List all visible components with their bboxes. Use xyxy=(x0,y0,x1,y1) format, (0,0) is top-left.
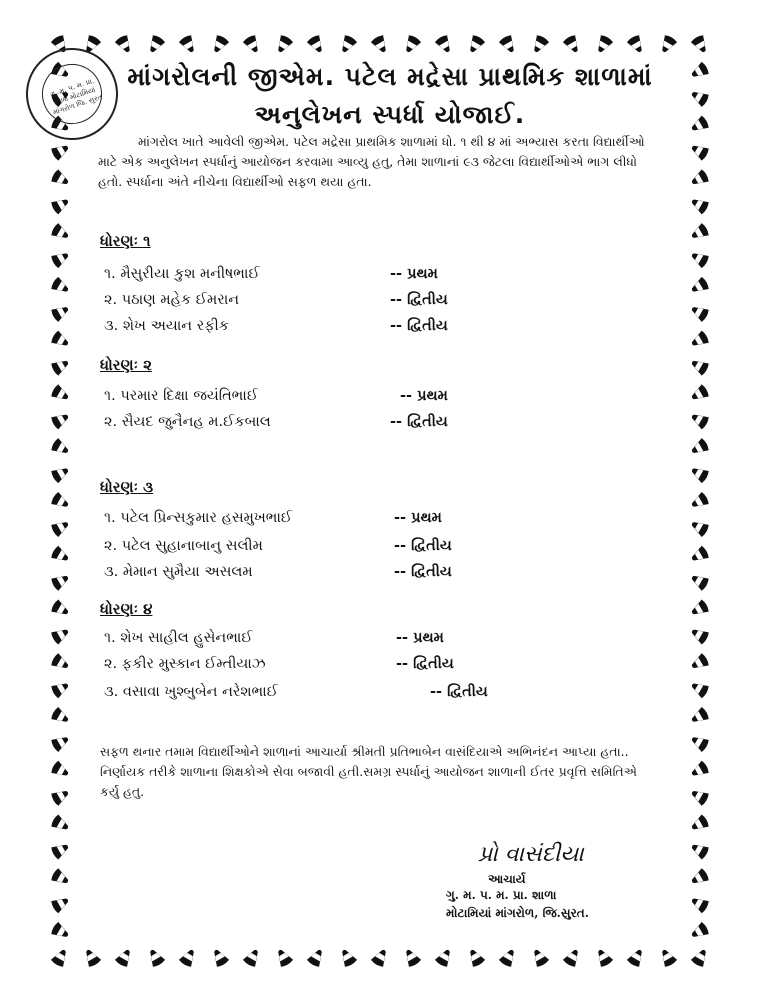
candy-corn-icon xyxy=(689,517,710,537)
candy-corn-icon xyxy=(689,868,710,888)
candy-corn-icon xyxy=(50,437,71,457)
candy-corn-icon xyxy=(50,545,71,565)
candy-corn-icon xyxy=(689,894,710,914)
candy-corn-icon xyxy=(689,61,710,81)
result-row xyxy=(104,538,664,560)
candy-corn-icon xyxy=(689,410,710,430)
candy-corn-icon xyxy=(529,34,549,55)
candy-corn-icon xyxy=(689,599,710,619)
candy-corn-icon xyxy=(145,947,165,968)
candy-corn-icon xyxy=(50,894,71,914)
candy-corn-icon xyxy=(306,947,326,968)
student-name: ૩. વસાવા ખુશ્બુબેન નરેશભાઈ xyxy=(104,684,278,700)
candy-corn-icon xyxy=(689,814,710,834)
result-row xyxy=(104,266,664,288)
student-rank: -- પ્રથમ xyxy=(390,266,438,282)
candy-corn-icon xyxy=(401,947,421,968)
candy-corn-icon xyxy=(689,169,710,189)
candy-corn-icon xyxy=(689,760,710,780)
candy-corn-icon xyxy=(209,947,229,968)
student-rank: -- દ્વિતીય xyxy=(390,414,448,430)
candy-corn-icon xyxy=(593,947,613,968)
candy-corn-icon xyxy=(689,545,710,565)
candy-corn-icon xyxy=(593,34,613,55)
candy-corn-icon xyxy=(178,34,198,55)
candy-corn-icon xyxy=(50,330,71,350)
candy-corn-icon xyxy=(242,34,262,55)
student-name: ૧. મૈસુરીયા કુશ મનીષભાઈ xyxy=(104,266,260,282)
student-name: ૨. ફકીર મુસ્કાન ઈમ્તીયાઝ xyxy=(104,656,266,672)
candy-corn-icon xyxy=(50,276,71,296)
candy-corn-icon xyxy=(465,34,485,55)
student-name: ૨. સૈયદ જુનૈનહ મ.ઈકબાલ xyxy=(104,414,271,430)
candy-corn-icon xyxy=(690,947,710,968)
candy-corn-icon xyxy=(689,276,710,296)
candy-corn-icon xyxy=(689,652,710,672)
result-row xyxy=(104,630,664,652)
candy-corn-icon xyxy=(434,947,454,968)
student-rank: -- પ્રથમ xyxy=(396,630,444,646)
candy-corn-icon xyxy=(337,34,357,55)
candy-corn-icon xyxy=(50,786,71,806)
grade-1-heading: ધોરણઃ ૧ xyxy=(100,232,151,250)
candy-corn-icon xyxy=(657,34,677,55)
grade-4-heading: ધોરણઃ ૪ xyxy=(100,600,153,618)
result-row xyxy=(104,388,664,410)
student-name: ૧. પરમાર દિક્ષા જયંતિભાઈ xyxy=(104,388,259,404)
candy-corn-icon xyxy=(50,706,71,726)
student-rank: -- દ્વિતીય xyxy=(394,564,452,580)
result-row xyxy=(104,318,664,340)
student-rank: -- દ્વિતીય xyxy=(390,292,448,308)
candy-corn-icon xyxy=(50,840,71,860)
candy-corn-icon xyxy=(50,868,71,888)
school-name: ગુ. મ. પ. મ. પ્રા. શાળા xyxy=(446,888,557,902)
grade-3-heading: ધોરણઃ ૩ xyxy=(100,478,154,496)
candy-corn-icon xyxy=(145,34,165,55)
candy-corn-icon xyxy=(50,464,71,484)
candy-corn-icon xyxy=(529,947,549,968)
candy-corn-icon xyxy=(689,384,710,404)
candy-corn-icon xyxy=(50,814,71,834)
candy-corn-icon xyxy=(50,517,71,537)
student-rank: -- પ્રથમ xyxy=(394,510,442,526)
candy-corn-icon xyxy=(337,947,357,968)
candy-corn-icon xyxy=(50,384,71,404)
candy-corn-icon xyxy=(689,679,710,699)
candy-corn-icon xyxy=(434,34,454,55)
candy-corn-icon xyxy=(50,599,71,619)
closing-paragraph: સફળ થનાર તમામ વિદ્યાર્થીઓને શાળાનાં આચાર્યા શ્રીમતી પ્રતિભાબેન વાસંદિયાએ અભિનંદન આપ્યા હતા.. નિર્ણાયક તરીકે શાળાના શિક્ષકોએ સેવા બજાવી હતી.સમગ્ર સ્પર્ધાનું આયોજન શાળાની ઈતર પ્રવૃત્તિ સમિતિએ કર્યુ હતુ. xyxy=(100,744,637,799)
candy-corn-icon xyxy=(114,947,134,968)
candy-corn-icon xyxy=(689,141,710,161)
candy-corn-icon xyxy=(209,34,229,55)
stamp-text: ગુ. મ. પ. મ. પ્રા. શાળા મોટામિયાં માંગરોળ જિ. સુરત xyxy=(49,76,104,117)
student-rank: -- દ્વિતીય xyxy=(390,318,448,334)
result-row xyxy=(104,414,664,436)
candy-corn-icon xyxy=(689,706,710,726)
candy-corn-icon xyxy=(562,947,582,968)
candy-corn-icon xyxy=(689,356,710,376)
candy-corn-icon xyxy=(689,840,710,860)
candy-corn-icon xyxy=(50,625,71,645)
candy-corn-icon xyxy=(689,625,710,645)
candy-corn-icon xyxy=(50,169,71,189)
candy-corn-icon xyxy=(50,302,71,322)
student-name: ૧. પટેલ પ્રિન્સકુમાર હસમુખભાઈ xyxy=(104,510,293,526)
school-place: મોટામિયાં માંગરોળ, જિ.સુરત. xyxy=(446,906,589,920)
headline-line-1: માંગરોલની જીએમ. પટેલ મદ્રેસા પ્રાથમિક શાળામાં xyxy=(127,62,653,91)
candy-corn-icon xyxy=(465,947,485,968)
candy-corn-icon xyxy=(689,786,710,806)
candy-corn-icon xyxy=(50,732,71,752)
candy-corn-icon xyxy=(498,947,518,968)
candy-corn-icon xyxy=(626,947,646,968)
result-row xyxy=(104,564,664,586)
candy-corn-icon xyxy=(50,571,71,591)
candy-corn-icon xyxy=(401,34,421,55)
candy-corn-icon xyxy=(50,222,71,242)
candy-corn-icon xyxy=(689,115,710,135)
student-name: ૨. પટેલ સુહાનાબાનુ સલીમ xyxy=(104,538,263,554)
candy-corn-icon xyxy=(689,437,710,457)
candy-corn-icon xyxy=(273,34,293,55)
grade-2-heading: ધોરણઃ ૨ xyxy=(100,356,152,374)
candy-corn-icon xyxy=(370,947,390,968)
headline-line-2: અનુલેખન સ્પર્ધા યોજાઈ. xyxy=(254,100,526,129)
candy-corn-icon xyxy=(50,248,71,268)
result-row xyxy=(104,656,664,678)
candy-corn-icon xyxy=(50,356,71,376)
candy-corn-icon xyxy=(370,34,390,55)
result-row xyxy=(104,684,664,706)
candy-corn-icon xyxy=(689,921,710,941)
student-name: ૧. શેખ સાહીલ હુસેનભાઈ xyxy=(104,630,253,646)
intro-text: માંગરોલ ખાતે આવેલી જીએમ. પટેલ મદ્રેસા પ્રાથમિક શાળામાં ધો. ૧ થી ૪ માં અભ્યાસ કરતા વિદ્યાર્થીઓ માટે એક અનુલેખન સ્પર્ધાનું આયોજન કરવામા આવ્યુ હતુ, તેમા શાળાનાં ૯૩ જેટલા વિદ્યાર્થીઓએ ભાગ લીધો હતો. સ્પર્ધાના અંતે નીચેના વિદ્યાર્થીઓ સફળ થયા હતા. xyxy=(98,134,645,189)
candy-corn-icon xyxy=(657,947,677,968)
candy-corn-icon xyxy=(50,679,71,699)
candy-corn-icon xyxy=(689,330,710,350)
candy-corn-icon xyxy=(306,34,326,55)
candy-corn-icon xyxy=(626,34,646,55)
student-rank: -- પ્રથમ xyxy=(400,388,448,404)
student-rank: -- દ્વિતીય xyxy=(394,538,452,554)
candy-corn-icon xyxy=(689,87,710,107)
candy-corn-icon xyxy=(690,34,710,55)
candy-corn-icon xyxy=(50,760,71,780)
candy-corn-icon xyxy=(50,947,70,968)
result-row xyxy=(104,292,664,314)
candy-corn-icon xyxy=(50,652,71,672)
candy-corn-icon xyxy=(50,195,71,215)
candy-corn-icon xyxy=(689,222,710,242)
intro-paragraph xyxy=(98,132,658,192)
candy-corn-icon xyxy=(689,302,710,322)
signature: પ્રો વાસંદીયા xyxy=(478,842,584,867)
candy-corn-icon xyxy=(273,947,293,968)
candy-corn-icon xyxy=(562,34,582,55)
student-name: ૩. શેખ અયાન રફીક xyxy=(104,318,229,334)
signatory-role: આચાર્ય xyxy=(488,872,526,886)
candy-corn-icon xyxy=(50,491,71,511)
student-name: ૨. પઠાણ મહેક ઈમરાન xyxy=(104,292,240,308)
candy-corn-icon xyxy=(50,410,71,430)
candy-corn-icon xyxy=(689,464,710,484)
candy-corn-icon xyxy=(689,248,710,268)
candy-corn-icon xyxy=(689,571,710,591)
candy-corn-icon xyxy=(50,921,71,941)
candy-corn-icon xyxy=(178,947,198,968)
student-name: ૩. મેમાન સુમૈયા અસલમ xyxy=(104,564,253,580)
candy-corn-icon xyxy=(114,34,134,55)
result-row xyxy=(104,510,664,532)
student-rank: -- દ્વિતીય xyxy=(430,684,488,700)
candy-corn-icon xyxy=(50,141,71,161)
candy-corn-icon xyxy=(689,732,710,752)
candy-corn-icon xyxy=(498,34,518,55)
candy-corn-icon xyxy=(242,947,262,968)
candy-corn-icon xyxy=(689,195,710,215)
candy-corn-icon xyxy=(81,947,101,968)
student-rank: -- દ્વિતીય xyxy=(396,656,454,672)
candy-corn-icon xyxy=(689,491,710,511)
